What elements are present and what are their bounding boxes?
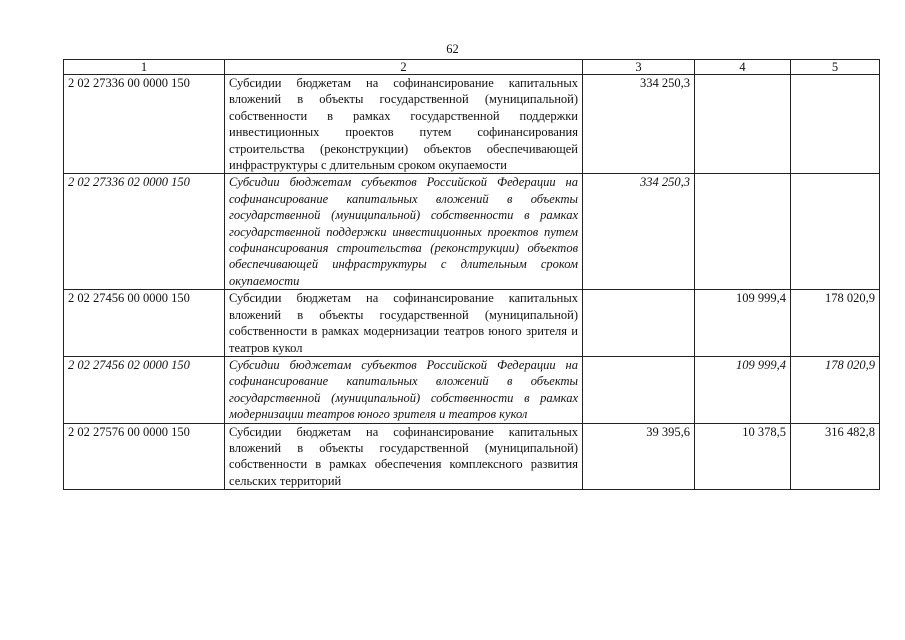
amount-col-3 (583, 290, 695, 357)
amount-col-5: 178 020,9 (791, 290, 880, 357)
budget-code: 2 02 27336 00 0000 150 (64, 75, 225, 174)
amount-col-4: 10 378,5 (695, 423, 791, 490)
budget-code: 2 02 27336 02 0000 150 (64, 174, 225, 290)
row-description: Субсидии бюджетам субъектов Российской Федерации на софинансирование капитальных вложений в объекты государственной (муниципальной) собственности в рамках государственной поддержки инвестиционных проектов путем софинансирования строительства (реконструкции) объектов обеспечивающей инфраструктуры с длительным сроком окупаемости (225, 174, 583, 290)
amount-col-3: 334 250,3 (583, 75, 695, 174)
budget-code: 2 02 27456 00 0000 150 (64, 290, 225, 357)
amount-col-5 (791, 75, 880, 174)
amount-col-3 (583, 356, 695, 423)
budget-code: 2 02 27456 02 0000 150 (64, 356, 225, 423)
amount-col-4 (695, 174, 791, 290)
header-col-3: 3 (583, 60, 695, 75)
amount-col-3: 334 250,3 (583, 174, 695, 290)
amount-col-4: 109 999,4 (695, 290, 791, 357)
row-description: Субсидии бюджетам на софинансирование капитальных вложений в объекты государственной (муниципальной) собственности в рамках модернизации театров юного зрителя и театров кукол (225, 290, 583, 357)
amount-col-5 (791, 174, 880, 290)
header-col-2: 2 (225, 60, 583, 75)
amount-col-4: 109 999,4 (695, 356, 791, 423)
amount-col-5: 316 482,8 (791, 423, 880, 490)
budget-table (63, 59, 880, 490)
page-number: 62 (446, 42, 459, 56)
table-header-row (64, 60, 880, 75)
amount-col-4 (695, 75, 791, 174)
amount-col-3: 39 395,6 (583, 423, 695, 490)
table-row (64, 174, 880, 290)
budget-code: 2 02 27576 00 0000 150 (64, 423, 225, 490)
table-row (64, 75, 880, 174)
amount-col-5: 178 020,9 (791, 356, 880, 423)
row-description: Субсидии бюджетам субъектов Российской Федерации на софинансирование капитальных вложений в объекты государственной (муниципальной) собственности в рамках модернизации театров юного зрителя и театров кукол (225, 356, 583, 423)
header-col-4: 4 (695, 60, 791, 75)
header-col-5: 5 (791, 60, 880, 75)
row-description: Субсидии бюджетам на софинансирование капитальных вложений в объекты государственной (муниципальной) собственности в рамках государственной поддержки инвестиционных проектов путем софинансирования строительства (реконструкции) объектов обеспечивающей инфраструктуры с длительным сроком окупаемости (225, 75, 583, 174)
table-row (64, 356, 880, 423)
header-col-1: 1 (64, 60, 225, 75)
table-row (64, 290, 880, 357)
table-row (64, 423, 880, 490)
row-description: Субсидии бюджетам на софинансирование капитальных вложений в объекты государственной (муниципальной) собственности в рамках обеспечения комплексного развития сельских территорий (225, 423, 583, 490)
